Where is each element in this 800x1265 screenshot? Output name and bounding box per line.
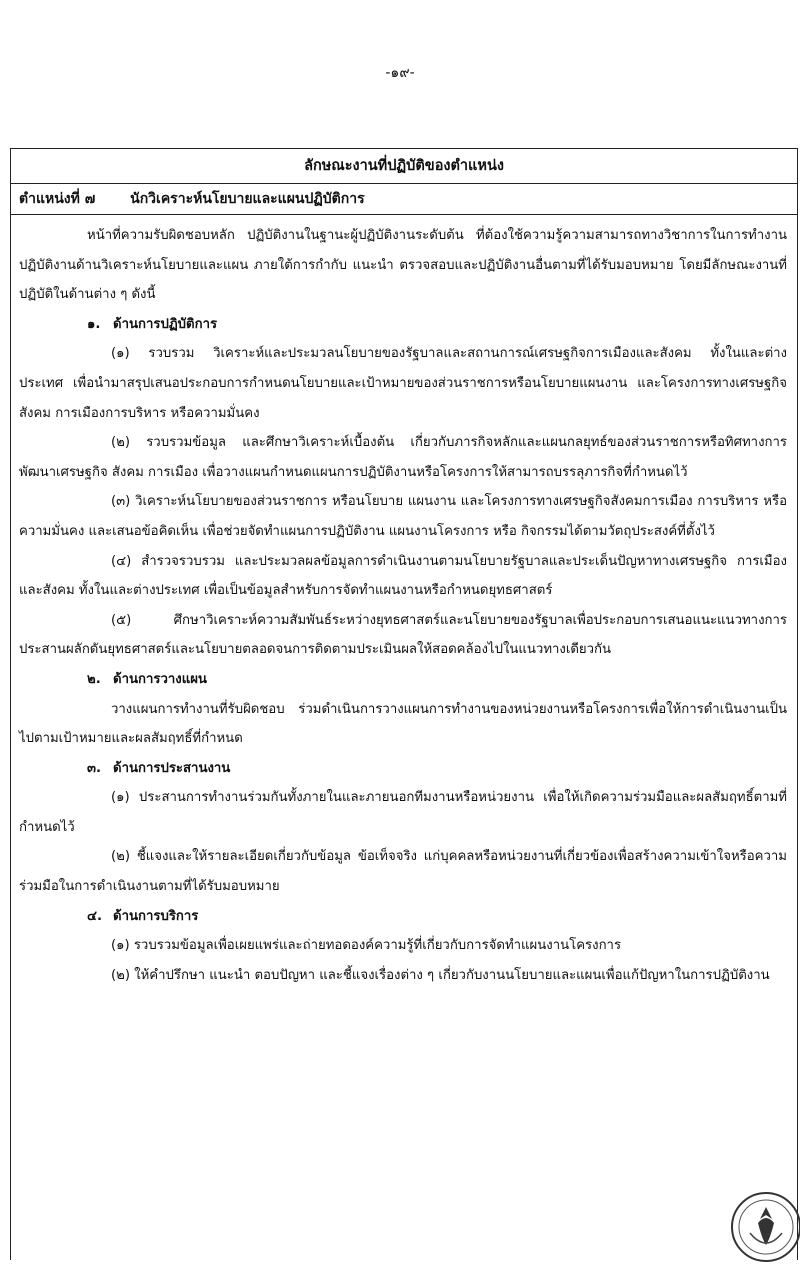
section-title: ๔. ด้านการบริการ xyxy=(87,908,199,924)
page-number: -๑๙- xyxy=(385,65,415,81)
section-title: ๒. ด้านการวางแผน xyxy=(87,671,207,687)
section-item: (๒) ชี้แจงและให้รายละเอียดเกี่ยวกับข้อมูล ข้อเท็จจริง แก่บุคคลหรือหน่วยงานที่เกี่ยวข้องเพื่อสร้างความเข้าใจหรือความร่วมมือในการดำเนินงานตามที่ได้รับมอบหมาย xyxy=(19,849,787,895)
position-row xyxy=(11,184,797,215)
section-item: วางแผนการทำงานที่รับผิดชอบ ร่วมดำเนินการวางแผนการทำงานของหน่วยงานหรือโครงการเพื่อให้การดำเนินงานเป็นไปตามเป้าหมายและผลสัมฤทธิ์ที่กำหนด xyxy=(19,701,787,747)
section-item: (๔) สำรวจรวบรวม และประมวลผลข้อมูลการดำเนินงานตามนโยบายรัฐบาลและประเด็นปัญหาทางเศรษฐกิจ การเมือง และสังคม ทั้งในและต่างประเทศ เพื่อเป็นข้อมูลสำหรับการจัดทำแผนงานหรือกำหนดยุทธศาสตร์ xyxy=(19,553,787,599)
section-item: (๑) รวบรวม วิเคราะห์และประมวลนโยบายของรัฐบาลและสถานการณ์เศรษฐกิจการเมืองและสังคม ทั้งในและต่างประเทศ เพื่อนำมาสรุปเสนอประกอบการกำหนดนโยบายและเป้าหมายของส่วนราชการหรือนโยบายแผนงาน และโครงการทางเศรษฐกิจสังคม การเมืองการบริหาร หรือความมั่นคง xyxy=(19,346,787,421)
section-title: ๑. ด้านการปฏิบัติการ xyxy=(87,316,218,332)
duties-content xyxy=(11,215,797,990)
position-title: นักวิเคราะห์นโยบายและแผนปฏิบัติการ xyxy=(130,191,365,207)
section-item: (๓) วิเคราะห์นโยบายของส่วนราชการ หรือนโยบาย แผนงาน และโครงการทางเศรษฐกิจสังคมการเมือง การบริหาร หรือความมั่นคง และเสนอข้อคิดเห็น เพื่อช่วยจัดทำแผนการปฏิบัติงาน แผนงานโครงการ หรือ กิจกรรมได้ตามวัตถุประสงค์ที่ตั้งไว้ xyxy=(19,494,787,539)
table-heading: ลักษณะงานที่ปฏิบัติของตำแหน่ง xyxy=(11,149,797,184)
section-operations xyxy=(19,310,787,665)
section-item: (๑) รวบรวมข้อมูลเพื่อเผยแพร่และถ่ายทอดองค์ความรู้ที่เกี่ยวกับการจัดทำแผนงานโครงการ xyxy=(111,938,622,954)
official-seal-icon xyxy=(720,1183,800,1263)
intro-paragraph: หน้าที่ความรับผิดชอบหลัก ปฏิบัติงานในฐานะผู้ปฏิบัติงานระดับต้น ที่ต้องใช้ความรู้ความสามารถทางวิชาการในการทำงาน ปฏิบัติงานด้านวิเคราะห์นโยบายและแผน ภายใต้การกำกับ แนะนำ ตรวจสอบและปฏิบัติงานอื่นตามที่ได้รับมอบหมาย โดยมีลักษณะงานที่ปฏิบัติในด้านต่าง ๆ ดังนี้ xyxy=(19,228,787,303)
section-coordination xyxy=(19,754,787,902)
section-service xyxy=(19,902,787,991)
duties-table xyxy=(10,148,798,1260)
section-item: (๑) ประสานการทำงานร่วมกันทั้งภายในและภายนอกทีมงานหรือหน่วยงาน เพื่อให้เกิดความร่วมมือและผลสัมฤทธิ์ตามที่กำหนดไว้ xyxy=(19,790,787,835)
section-planning xyxy=(19,665,787,754)
section-item: (๒) ให้คำปรึกษา แนะนำ ตอบปัญหา และชี้แจงเรื่องต่าง ๆ เกี่ยวกับงานนโยบายและแผนเพื่อแก้ปัญหาในการปฏิบัติงาน xyxy=(111,967,770,983)
section-title: ๓. ด้านการประสานงาน xyxy=(87,760,231,776)
section-item: (๒) รวบรวมข้อมูล และศึกษาวิเคราะห์เบื้องต้น เกี่ยวกับภารกิจหลักและแผนกลยุทธ์ของส่วนราชการหรือทิศทางการพัฒนาเศรษฐกิจ สังคม การเมือง เพื่อวางแผนกำหนดแผนการปฏิบัติงานหรือโครงการให้สามารถบรรลุภารกิจที่กำหนดไว้ xyxy=(19,435,787,480)
position-label: ตำแหน่งที่ ๗ xyxy=(19,191,96,207)
section-item: (๕) ศึกษาวิเคราะห์ความสัมพันธ์ระหว่างยุทธศาสตร์และนโยบายของรัฐบาลเพื่อประกอบการเสนอแนะแนวทางการประสานผลักดันยุทธศาสตร์และนโยบายตลอดจนการติดตามประเมินผลให้สอดคล้องไปในแนวทางเดียวกัน xyxy=(19,612,787,658)
